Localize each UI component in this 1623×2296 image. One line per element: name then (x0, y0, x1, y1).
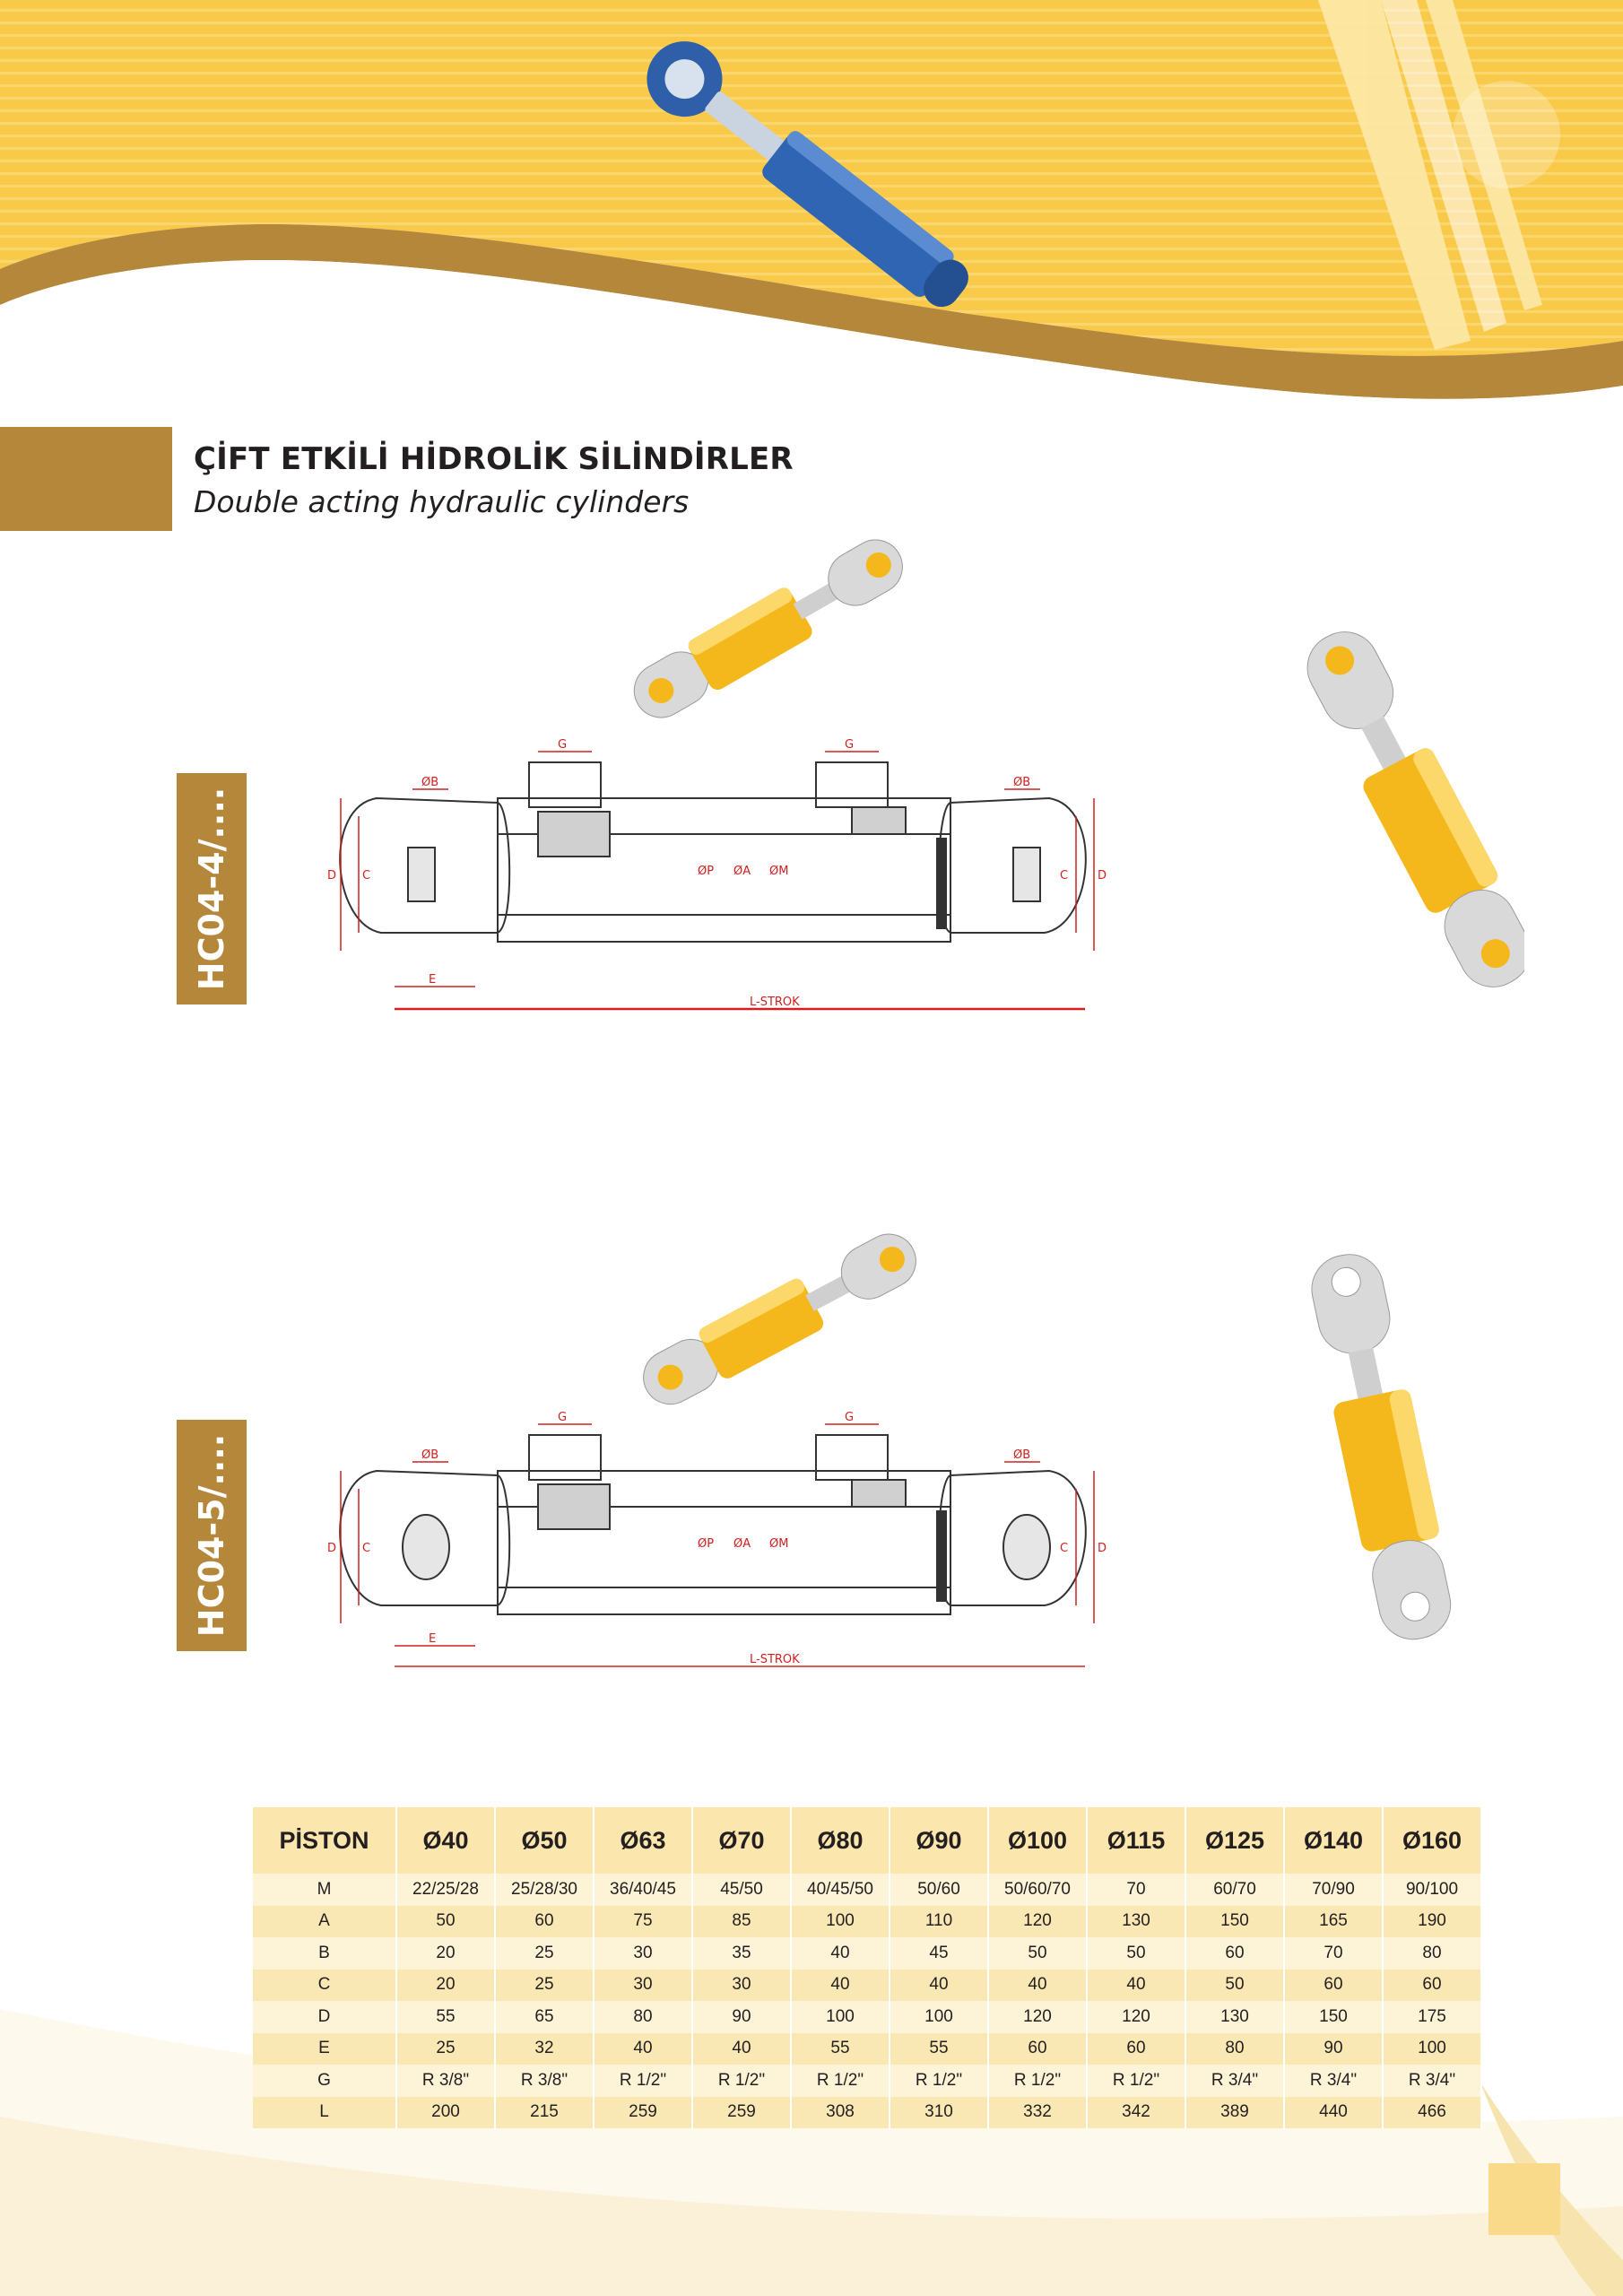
table-cell: 25 (495, 1970, 594, 2002)
table-cell: 120 (988, 1906, 1087, 1938)
table-header-row (253, 1807, 1481, 1874)
dim-label-a: ØA (733, 865, 751, 878)
table-header-cell: Ø115 (1087, 1807, 1185, 1874)
table-header-cell: Ø90 (890, 1807, 988, 1874)
table-cell: 440 (1284, 2097, 1383, 2129)
dim-label-c: C (1060, 869, 1069, 883)
corner-accent-square (1488, 2163, 1560, 2235)
table-header-cell: Ø63 (594, 1807, 692, 1874)
dim-label-a: ØA (733, 1537, 751, 1551)
table-cell: 25 (495, 1937, 594, 1970)
table-cell: R 1/2" (1087, 2065, 1185, 2097)
table-header-cell: Ø100 (988, 1807, 1087, 1874)
table-header-cell: Ø140 (1284, 1807, 1383, 1874)
table-cell: 100 (791, 2001, 890, 2033)
table-row (253, 2033, 1481, 2066)
table-cell: R 3/8" (495, 2065, 594, 2097)
dim-label-b: ØB (421, 776, 439, 789)
table-cell: 40 (988, 1970, 1087, 2002)
table-cell: R 1/2" (692, 2065, 791, 2097)
yellow-cylinder-render-top (623, 538, 913, 729)
table-row (253, 2097, 1481, 2129)
dim-label-c: C (1060, 1542, 1069, 1555)
dim-label-g: G (845, 738, 855, 752)
table-cell: R 1/2" (988, 2065, 1087, 2097)
table-cell: 175 (1383, 2001, 1481, 2033)
dim-label-b: ØB (421, 1448, 439, 1462)
table-cell: 60 (1185, 1937, 1284, 1970)
table-cell: 36/40/45 (594, 1874, 692, 1906)
table-header-cell: Ø160 (1383, 1807, 1481, 1874)
model-code-label: HC04-4/.... (192, 787, 231, 991)
dim-label-d: D (327, 869, 337, 883)
table-cell: 40 (791, 1937, 890, 1970)
table-cell: 30 (692, 1970, 791, 2002)
model-tab-hc04-4 (177, 773, 247, 1004)
table-cell: R 1/2" (890, 2065, 988, 2097)
table-cell: 259 (594, 2097, 692, 2129)
dim-label-e: E (429, 973, 437, 987)
table-cell: 60 (1284, 1970, 1383, 2002)
title-accent-band (0, 427, 172, 531)
dim-label-p: ØP (698, 865, 715, 878)
table-cell: 50 (988, 1937, 1087, 1970)
page-title-english: Double acting hydraulic cylinders (194, 484, 690, 519)
table-row-label: E (253, 2033, 396, 2066)
table-cell: 60 (495, 1906, 594, 1938)
dim-label-stroke: L-STROK (750, 1653, 800, 1666)
technical-drawing-hc04-5 (323, 1229, 1237, 1713)
dim-label-d: D (1098, 1542, 1107, 1555)
dim-label-p: ØP (698, 1537, 715, 1551)
table-cell: 60 (1087, 2033, 1185, 2066)
table-cell: 90 (692, 2001, 791, 2033)
table-cell: 342 (1087, 2097, 1185, 2129)
table-row (253, 1937, 1481, 1970)
table-cell: 310 (890, 2097, 988, 2129)
table-cell: 200 (396, 2097, 495, 2129)
table-cell: 90 (1284, 2033, 1383, 2066)
table-cell: 55 (396, 2001, 495, 2033)
table-cell: 40/45/50 (791, 1874, 890, 1906)
table-cell: 50 (396, 1906, 495, 1938)
dim-label-b: ØB (1013, 1448, 1031, 1462)
table-cell: 190 (1383, 1906, 1481, 1938)
table-header-cell: Ø50 (495, 1807, 594, 1874)
technical-drawing-hc04-4 (323, 538, 1237, 1040)
table-cell: R 3/4" (1383, 2065, 1481, 2097)
table-cell: 150 (1185, 1906, 1284, 1938)
dim-label-g: G (558, 738, 568, 752)
specification-table (253, 1807, 1482, 2128)
table-row-label: B (253, 1937, 396, 1970)
table-cell: 40 (890, 1970, 988, 2002)
dim-label-c: C (362, 1542, 371, 1555)
table-cell: 50/60/70 (988, 1874, 1087, 1906)
yellow-cylinder-render-side (1273, 1238, 1506, 1659)
table-cell: 100 (791, 1906, 890, 1938)
model-tab-hc04-5 (177, 1420, 247, 1651)
table-cell: 65 (495, 2001, 594, 2033)
table-row (253, 2065, 1481, 2097)
dim-label-c: C (362, 869, 371, 883)
table-cell: 70 (1087, 1874, 1185, 1906)
table-header-cell: PİSTON (253, 1807, 396, 1874)
table-cell: 55 (890, 2033, 988, 2066)
table-row-label: G (253, 2065, 396, 2097)
table-row (253, 1874, 1481, 1906)
header-banner-art (0, 0, 1623, 422)
table-cell: 110 (890, 1906, 988, 1938)
table-row (253, 2001, 1481, 2033)
table-header-cell: Ø40 (396, 1807, 495, 1874)
table-row-label: A (253, 1906, 396, 1938)
table-cell: 40 (594, 2033, 692, 2066)
dim-label-e: E (429, 1632, 437, 1646)
table-cell: R 3/4" (1185, 2065, 1284, 2097)
dim-label-m: ØM (769, 865, 789, 878)
table-header-cell: Ø125 (1185, 1807, 1284, 1874)
table-cell: 70/90 (1284, 1874, 1383, 1906)
dim-label-d: D (327, 1542, 337, 1555)
table-cell: 50 (1185, 1970, 1284, 2002)
table-cell: 75 (594, 1906, 692, 1938)
table-row-label: L (253, 2097, 396, 2129)
table-row-label: M (253, 1874, 396, 1906)
table-cell: 25 (396, 2033, 495, 2066)
table-cell: R 1/2" (594, 2065, 692, 2097)
table-cell: 35 (692, 1937, 791, 1970)
yellow-cylinder-render-side (1273, 619, 1524, 1031)
table-cell: 389 (1185, 2097, 1284, 2129)
table-cell: 100 (1383, 2033, 1481, 2066)
table-cell: 80 (594, 2001, 692, 2033)
table-cell: 50 (1087, 1937, 1185, 1970)
table-cell: 40 (1087, 1970, 1185, 2002)
table-cell: 70 (1284, 1937, 1383, 1970)
table-cell: 25/28/30 (495, 1874, 594, 1906)
table-cell: 40 (791, 1970, 890, 2002)
table-cell: 130 (1087, 1906, 1185, 1938)
table-cell: 100 (890, 2001, 988, 2033)
table-cell: 60/70 (1185, 1874, 1284, 1906)
table-cell: 80 (1383, 1937, 1481, 1970)
dim-label-g: G (845, 1411, 855, 1424)
table-cell: 90/100 (1383, 1874, 1481, 1906)
table-cell: 30 (594, 1937, 692, 1970)
table-cell: 50/60 (890, 1874, 988, 1906)
table-cell: 120 (988, 2001, 1087, 2033)
table-cell: 60 (1383, 1970, 1481, 2002)
table-cell: 130 (1185, 2001, 1284, 2033)
table-cell: 30 (594, 1970, 692, 2002)
table-cell: 60 (988, 2033, 1087, 2066)
table-cell: 308 (791, 2097, 890, 2129)
table-cell: 466 (1383, 2097, 1481, 2129)
table-cell: 40 (692, 2033, 791, 2066)
table-cell: 215 (495, 2097, 594, 2129)
yellow-cylinder-render-top (633, 1229, 926, 1415)
table-cell: R 3/8" (396, 2065, 495, 2097)
table-cell: 80 (1185, 2033, 1284, 2066)
table-cell: 20 (396, 1970, 495, 2002)
table-row-label: C (253, 1970, 396, 2002)
model-code-label: HC04-5/.... (192, 1433, 231, 1638)
table-cell: 259 (692, 2097, 791, 2129)
table-cell: 45/50 (692, 1874, 791, 1906)
table-cell: 332 (988, 2097, 1087, 2129)
dim-label-m: ØM (769, 1537, 789, 1551)
table-cell: 85 (692, 1906, 791, 1938)
dim-label-g: G (558, 1411, 568, 1424)
page-title-turkish: ÇİFT ETKİLİ HİDROLİK SİLİNDİRLER (194, 441, 794, 477)
table-cell: 32 (495, 2033, 594, 2066)
table-cell: 150 (1284, 2001, 1383, 2033)
table-row-label: D (253, 2001, 396, 2033)
dim-label-b: ØB (1013, 776, 1031, 789)
table-row (253, 1906, 1481, 1938)
table-cell: 22/25/28 (396, 1874, 495, 1906)
dim-label-stroke: L-STROK (750, 996, 800, 1009)
table-cell: 165 (1284, 1906, 1383, 1938)
table-cell: R 3/4" (1284, 2065, 1383, 2097)
table-cell: 55 (791, 2033, 890, 2066)
table-cell: 45 (890, 1937, 988, 1970)
table-cell: 120 (1087, 2001, 1185, 2033)
table-cell: R 1/2" (791, 2065, 890, 2097)
table-header-cell: Ø70 (692, 1807, 791, 1874)
table-header-cell: Ø80 (791, 1807, 890, 1874)
dim-label-d: D (1098, 869, 1107, 883)
table-row (253, 1970, 1481, 2002)
table-cell: 20 (396, 1937, 495, 1970)
